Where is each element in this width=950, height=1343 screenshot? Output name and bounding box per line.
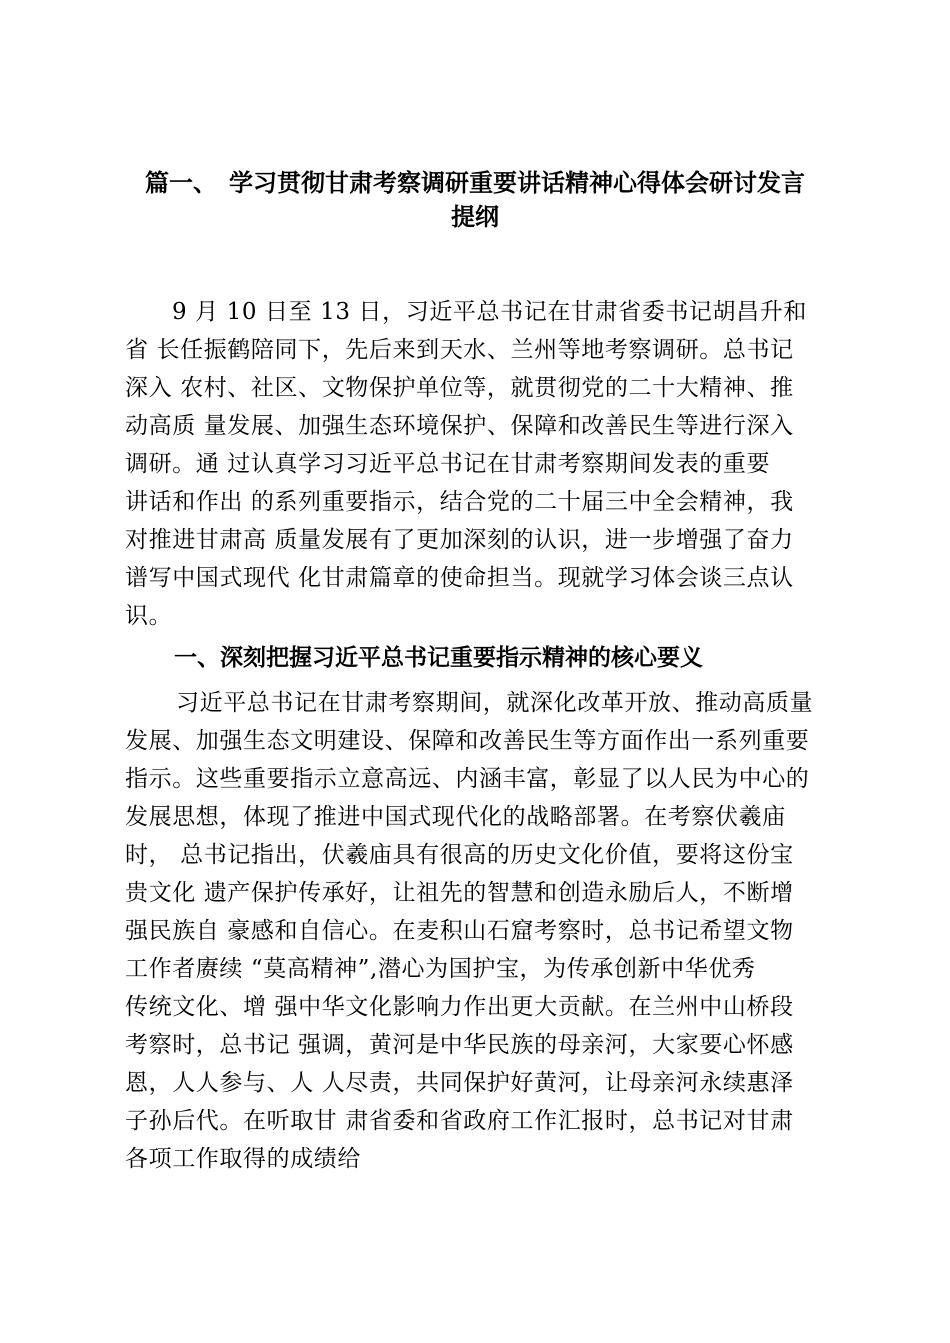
paragraph-line: 时， 总书记指出，伏羲庙具有很高的历史文化价值，要将这份宝 [125, 842, 794, 868]
paragraph-line: 考察时，总书记 强调，黄河是中华民族的母亲河，大家要心怀感 [125, 1032, 794, 1058]
paragraph-line: 子孙后代。在听取甘 肃省委和省政府工作汇报时，总书记对甘肃 [125, 1108, 794, 1134]
title-line-2: 提纲 [451, 203, 499, 231]
paragraph-line: 调研。通 过认真学习习近平总书记在甘肃考察期间发表的重要 [125, 451, 771, 477]
document-title [100, 166, 850, 234]
paragraph-line: 强民族自 豪感和自信心。在麦积山石窟考察时，总书记希望文物 [125, 918, 794, 944]
paragraph-line: 工作者赓续 “莫高精神”,潜心为国护宝，为传承创新中华优秀 [125, 956, 756, 982]
paragraph-line: 对推进甘肃高 质量发展有了更加深刻的认识，进一步增强了奋力 [125, 527, 794, 553]
paragraph-line: 各项工作取得的成绩给 [125, 1146, 361, 1172]
title-line-1: 篇一、 学习贯彻甘肃考察调研重要讲话精神心得体会研讨发言 [145, 169, 805, 197]
paragraph-line: 传统文化、增 强中华文化影响力作出更大贡献。在兰州中山桥段 [125, 994, 794, 1020]
paragraph-line: 省 长任振鹤陪同下，先后来到天水、兰州等地考察调研。总书记 [125, 337, 794, 363]
paragraph-line: 发展思想，体现了推进中国式现代化的战略部署。在考察伏羲庙 [125, 804, 786, 830]
paragraph-line: 发展、加强生态文明建设、保障和改善民生等方面作出一系列重要 [125, 728, 810, 754]
paragraph-line: 恩，人人参与、人 人尽责，共同保护好黄河，让母亲河永续惠泽 [125, 1070, 794, 1096]
paragraph-line: 谱写中国式现代 化甘肃篇章的使命担当。现就学习体会谈三点认 [125, 565, 794, 591]
paragraph-line: 习近平总书记在甘肃考察期间，就深化改革开放、推动高质量 [176, 690, 814, 716]
paragraph-line: 贵文化 遗产保护传承好，让祖先的智慧和创造永励后人，不断增 [125, 880, 794, 906]
paragraph-line: 讲话和作出 的系列重要指示，结合党的二十届三中全会精神，我 [125, 489, 794, 515]
paragraph-line: 识。 [125, 603, 173, 629]
paragraph-line: 深入 农村、社区、文物保护单位等，就贯彻党的二十大精神、推 [125, 375, 794, 401]
section-heading: 一、深刻把握习近平总书记重要指示精神的核心要义 [174, 645, 703, 671]
paragraph-line: 9 月 10 日至 13 日，习近平总书记在甘肃省委书记胡昌升和 [172, 299, 807, 325]
paragraph-line: 动高质 量发展、加强生态环境保护、保障和改善民生等进行深入 [125, 413, 794, 439]
paragraph-line: 指示。这些重要指示立意高远、内涵丰富，彰显了以人民为中心的 [125, 766, 810, 792]
